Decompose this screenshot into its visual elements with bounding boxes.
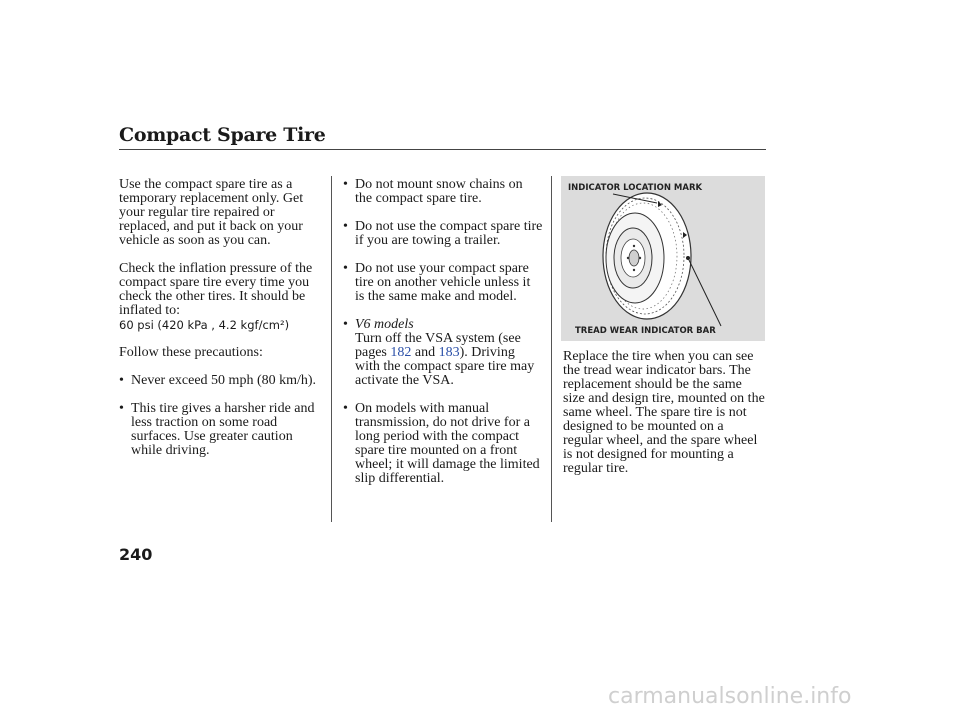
column-1	[119, 178, 327, 472]
paragraph-temporary-use: Use the compact spare tire as a temporary replacement only. Get your regular tire repaired or replaced, and put it back on your vehicle as soon as you can.	[119, 177, 304, 248]
vsa-text-a: Turn off the VSA system (see pages	[355, 331, 521, 360]
pressure-value: 60 psi (420 kPa , 4.2 kgf/cm²)	[119, 318, 290, 332]
tread-wear-indicator-label: TREAD WEAR INDICATOR BAR	[575, 326, 716, 336]
page-link-183[interactable]: 183	[438, 345, 460, 360]
bullet-dot: •	[343, 219, 348, 234]
paragraph-precautions: Follow these precautions:	[119, 345, 263, 360]
indicator-location-label: INDICATOR LOCATION MARK	[568, 183, 703, 193]
bullet-text: Do not mount snow chains on the compact spare tire.	[355, 177, 523, 206]
bullet-dot: •	[343, 261, 348, 276]
page-link-182[interactable]: 182	[390, 345, 412, 360]
title-rule	[119, 149, 766, 150]
bullet-harsher-ride	[119, 402, 327, 458]
bullet-text: Do not use your compact spare tire on another vehicle unless it is the same make and model.	[355, 261, 531, 304]
page-number: 240	[119, 545, 153, 564]
bullet-text: Never exceed 50 mph (80 km/h).	[131, 373, 317, 388]
column-3	[563, 350, 766, 490]
bullet-dot: •	[343, 177, 348, 192]
bullet-speed-limit	[119, 374, 327, 388]
bullet-dot: •	[343, 401, 348, 416]
bullet-dot: •	[343, 317, 348, 332]
column-divider-2	[551, 176, 552, 522]
bullet-dot: •	[119, 401, 124, 416]
tire-illustration-icon	[561, 176, 765, 341]
v6-models-label: V6 models	[355, 317, 414, 332]
bullet-text: This tire gives a harsher ride and less traction on some road surfaces. Use greater caution while driving.	[131, 401, 315, 458]
page-title: Compact Spare Tire	[119, 124, 326, 146]
vsa-text-b: ). Driving with the compact spare tire may activate the VSA.	[355, 345, 535, 388]
spare-tire-figure	[561, 176, 765, 341]
paragraph-inflation-check: Check the inflation pressure of the compact spare tire every time you check the other tires. It should be inflated to:	[119, 261, 313, 318]
bullet-other-vehicle	[343, 262, 543, 304]
bullet-vsa	[343, 318, 543, 388]
bullet-snow-chains	[343, 178, 543, 206]
bullet-dot: •	[119, 373, 124, 388]
paragraph-replace-tire: Replace the tire when you can see the tread wear indicator bars. The replacement should be the same size and design tire, mounted on the same wheel. The spare tire is not designed to be mounted on a regular wheel, and the spare wheel is not designed for mounting a regular tire.	[563, 349, 765, 476]
bullet-text: On models with manual transmission, do not drive for a long period with the compact spare tire mounted on a front wheel; it will damage the limited slip differential.	[355, 401, 540, 486]
column-divider-1	[331, 176, 332, 522]
vsa-text-and: and	[414, 345, 436, 360]
bullet-text: Do not use the compact spare tire if you are towing a trailer.	[355, 219, 543, 248]
column-2	[343, 178, 543, 500]
watermark: carmanualsonline.info	[608, 684, 852, 709]
bullet-manual-transmission	[343, 402, 543, 486]
bullet-towing	[343, 220, 543, 248]
